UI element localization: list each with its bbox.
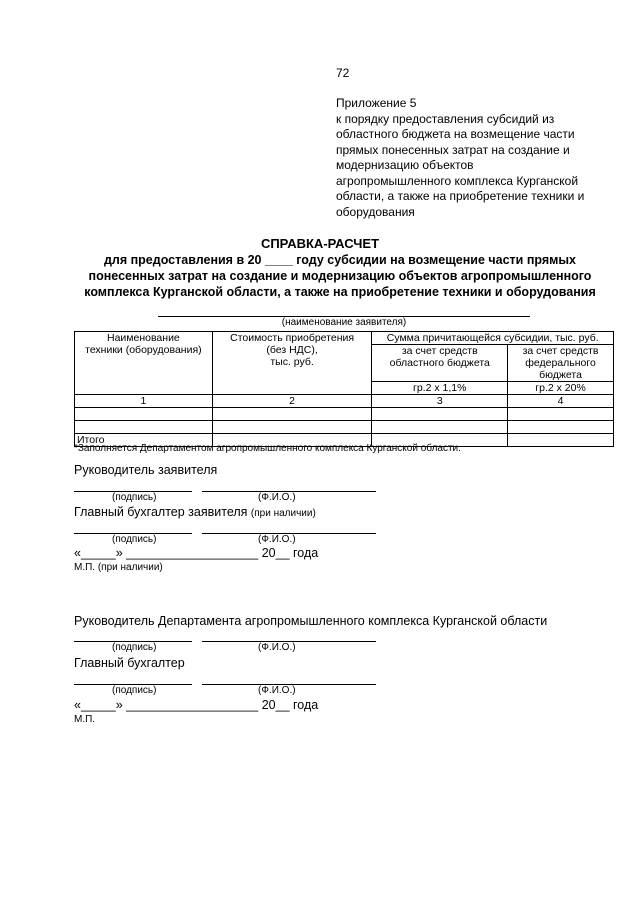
appendix-title: Приложение 5 bbox=[336, 96, 417, 110]
header-subsidy-sum: Сумма причитающейся субсидии, тыс. руб. bbox=[372, 332, 614, 345]
fio-caption: (Ф.И.О.) bbox=[258, 642, 296, 653]
signature-caption: (подпись) bbox=[112, 534, 157, 545]
signature-caption: (подпись) bbox=[112, 642, 157, 653]
col-number: 2 bbox=[212, 395, 372, 408]
table-row bbox=[75, 421, 614, 434]
subtitle-line: для предоставления в 20 ____ году субсидии на возмещение части прямых bbox=[103, 253, 577, 267]
stamp-place: М.П. bbox=[74, 714, 96, 725]
stamp-place: М.П. (при наличии) bbox=[74, 562, 163, 573]
applicant-accountant bbox=[74, 505, 316, 519]
header-equipment-name: Наименование техники (оборудования) bbox=[75, 332, 213, 395]
appendix-block bbox=[336, 96, 626, 220]
subtitle-line: понесенных затрат на создание и модернизацию объектов агропромышленного bbox=[88, 269, 592, 283]
department-accountant-title: Главный бухгалтер bbox=[74, 656, 185, 670]
col-number: 4 bbox=[508, 395, 614, 408]
header-purchase-cost: Стоимость приобретения (без НДС), тыс. руб. bbox=[212, 332, 372, 395]
accountant-title: Главный бухгалтер заявителя bbox=[74, 505, 248, 519]
subtitle-line: комплекса Курганской области, а также на приобретение техники и оборудования bbox=[84, 285, 596, 299]
signature-caption: (подпись) bbox=[112, 685, 157, 696]
formula-federal: гр.2 х 20% bbox=[508, 382, 614, 395]
applicant-head-title: Руководитель заявителя bbox=[74, 463, 218, 477]
appendix-line: агропромышленного комплекса Курганской bbox=[336, 173, 579, 188]
appendix-line: оборудования bbox=[336, 204, 415, 219]
fio-caption: (Ф.И.О.) bbox=[258, 534, 296, 545]
document-title: СПРАВКА-РАСЧЕТ bbox=[260, 236, 380, 251]
date-line: «_____» ___________________ 20__ года bbox=[74, 698, 319, 712]
appendix-line: модернизацию объектов bbox=[336, 158, 474, 172]
accountant-note: (при наличии) bbox=[250, 508, 316, 519]
appendix-line: областного бюджета на возмещение части bbox=[336, 127, 575, 141]
table-row bbox=[75, 408, 614, 421]
applicant-name-caption: (наименование заявителя) bbox=[281, 317, 407, 328]
footnote: *Заполняется Департаментом агропромышленного комплекса Курганской области. bbox=[74, 443, 461, 454]
date-line: «_____» ___________________ 20__ года bbox=[74, 546, 319, 560]
fio-caption: (Ф.И.О.) bbox=[258, 492, 296, 503]
appendix-line: прямых понесенных затрат на создание и bbox=[336, 142, 570, 157]
col-number: 3 bbox=[372, 395, 508, 408]
signature-caption: (подпись) bbox=[112, 492, 157, 503]
department-head-title: Руководитель Департамента агропромышленного комплекса Курганской области bbox=[74, 614, 548, 628]
formula-regional: гр.2 х 1,1% bbox=[372, 382, 508, 395]
appendix-line: к порядку предоставления субсидий из bbox=[336, 111, 555, 126]
page-number: 72 bbox=[336, 66, 350, 80]
document-subtitle bbox=[60, 252, 620, 300]
fio-caption: (Ф.И.О.) bbox=[258, 685, 296, 696]
appendix-line: области, а также на приобретение техники и bbox=[336, 189, 585, 203]
col-number: 1 bbox=[75, 395, 213, 408]
calculation-table bbox=[74, 331, 614, 447]
total-label: Итого bbox=[75, 434, 213, 447]
header-federal-budget: за счет средств федерального бюджета bbox=[508, 345, 614, 382]
header-regional-budget: за счет средств областного бюджета bbox=[372, 345, 508, 382]
